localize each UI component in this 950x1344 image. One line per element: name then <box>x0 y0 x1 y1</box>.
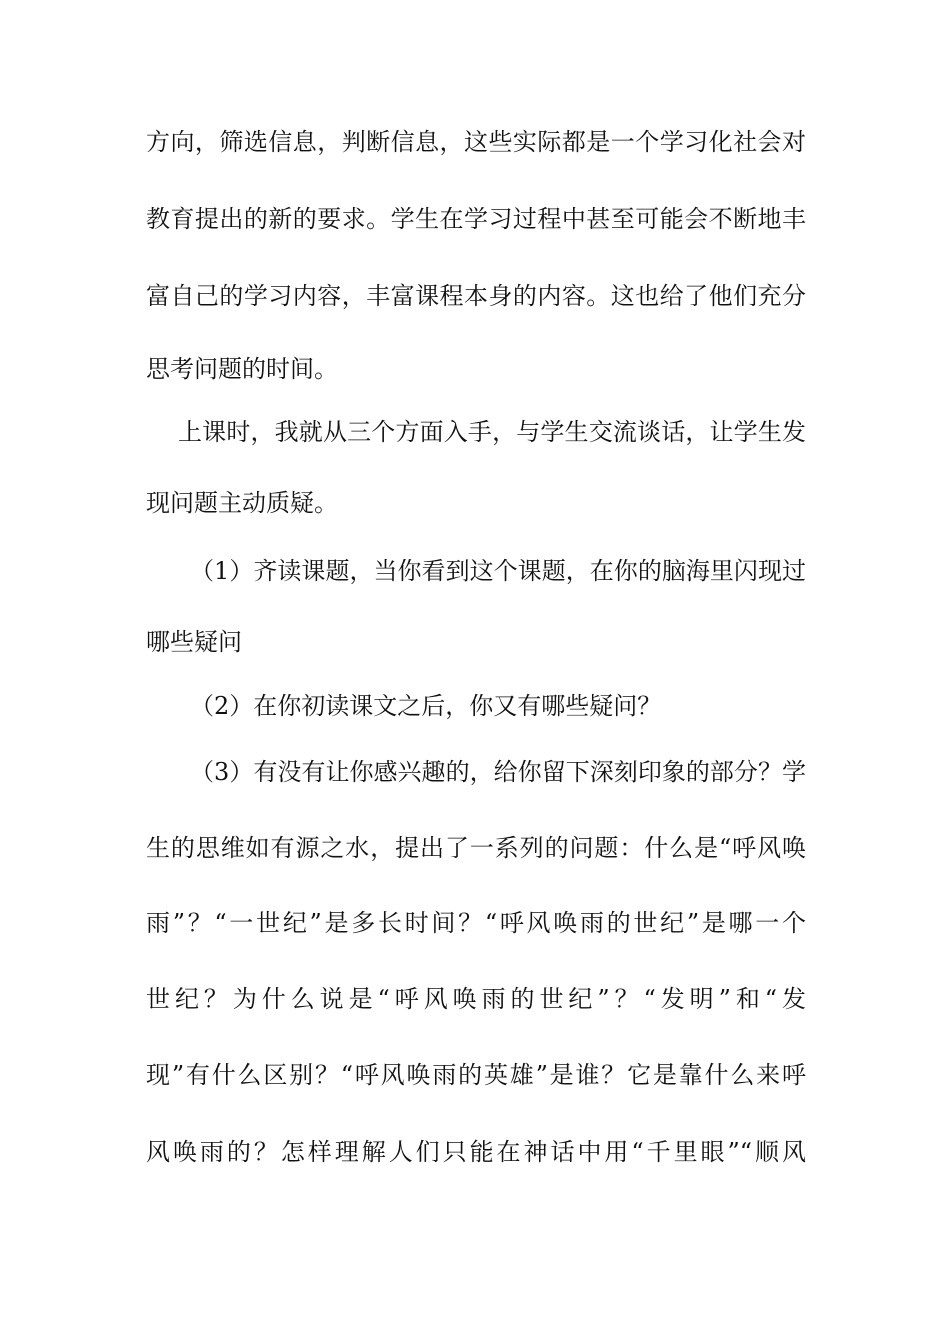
paragraph-line: 风唤雨的？怎样理解人们只能在神话中用“千里眼”“顺风 <box>146 1138 806 1166</box>
paragraph-line: 生的思维如有源之水，提出了一系列的问题：什么是“呼风唤 <box>146 834 806 862</box>
list-item-line: 哪些疑问 <box>146 628 242 656</box>
list-item-line: （2）在你初读课文之后，你又有哪些疑问？ <box>190 692 662 720</box>
list-item-line: （1）齐读课题，当你看到这个课题，在你的脑海里闪现过 <box>190 557 806 585</box>
paragraph-line: 方向，筛选信息，判断信息，这些实际都是一个学习化社会对 <box>146 128 806 156</box>
paragraph-line: 上课时，我就从三个方面入手，与学生交流谈话，让学生发 <box>178 418 806 446</box>
paragraph-line: 富自己的学习内容，丰富课程本身的内容。这也给了他们充分 <box>146 282 806 310</box>
paragraph-line: 现问题主动质疑。 <box>146 489 338 517</box>
paragraph-line: 教育提出的新的要求。学生在学习过程中甚至可能会不断地丰 <box>146 205 806 233</box>
paragraph-line: 现”有什么区别？“呼风唤雨的英雄”是谁？它是靠什么来呼 <box>146 1061 806 1089</box>
paragraph-line: 世纪？为什么说是“呼风唤雨的世纪”？“发明”和“发 <box>146 985 806 1013</box>
list-item-line: （3）有没有让你感兴趣的，给你留下深刻印象的部分？学 <box>190 758 806 786</box>
paragraph-line: 思考问题的时间。 <box>146 355 338 383</box>
paragraph-line: 雨”？“一世纪”是多长时间？“呼风唤雨的世纪”是哪一个 <box>146 909 806 937</box>
